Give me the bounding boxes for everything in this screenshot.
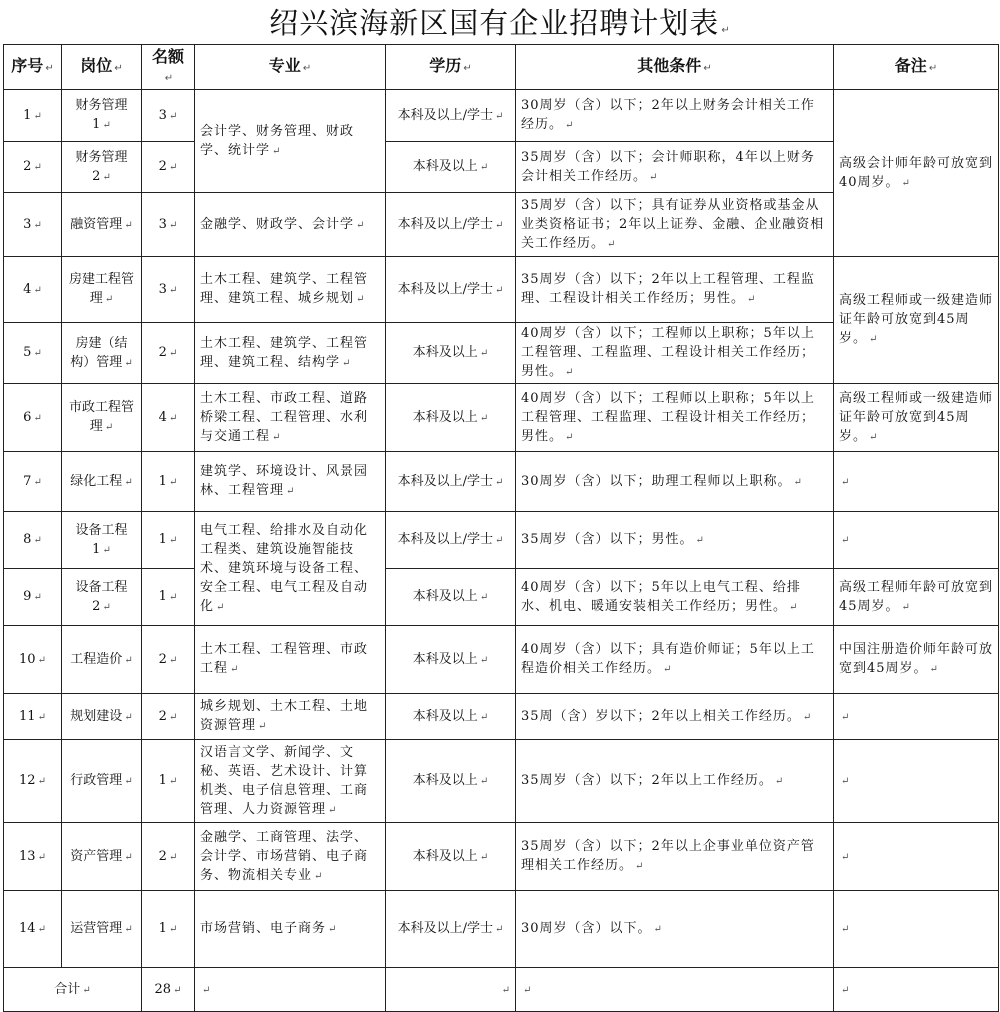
cell-index: 13 ↵ [4,823,62,891]
table-row [4,90,999,142]
total-education: ↵ [386,968,516,1012]
cell-conditions: 35周（含）岁以下；2年以上相关工作经历。 ↵ [516,694,834,740]
cell-conditions: 35周岁（含）以下；男性。 ↵ [516,512,834,569]
cell-education: 本科及以上/学士 ↵ [386,512,516,569]
header-education: 学历 ↵ [386,45,516,90]
cell-conditions: 40周岁（含）以下；具有造价师证；5年以上工程造价相关工作经历。 ↵ [516,626,834,694]
cell-conditions: 30周岁（含）以下。 ↵ [516,891,834,968]
cell-index: 6 ↵ [4,384,62,452]
cell-remarks: ↵ [834,452,999,512]
cell-index: 5 ↵ [4,323,62,384]
recruitment-table [3,44,999,1012]
cell-index: 10 ↵ [4,626,62,694]
cell-index: 7 ↵ [4,452,62,512]
cell-position: 房建（结构）管理 ↵ [62,323,142,384]
cell-education: 本科及以上/学士 ↵ [386,452,516,512]
cell-major: 土木工程、建筑学、工程管理、建筑工程、城乡规划 ↵ [195,257,386,323]
page-title: 绍兴滨海新区国有企业招聘计划表 ↵ [269,6,731,40]
cell-conditions: 40周岁（含）以下；工程师以上职称；5年以上工程管理、工程监理、工程设计相关工作经历；男性。 ↵ [516,384,834,452]
cell-major: 土木工程、工程管理、市政工程 ↵ [195,626,386,694]
cell-major: 会计学、财务管理、财政学、统计学 ↵ [195,90,386,193]
cell-major: 土木工程、市政工程、道路桥梁工程、工程管理、水利与交通工程 ↵ [195,384,386,452]
cell-position: 运营管理 ↵ [62,891,142,968]
cell-major: 城乡规划、土木工程、土地资源管理 ↵ [195,694,386,740]
cell-quota: 1 ↵ [142,740,195,823]
cell-major: 电气工程、给排水及自动化工程类、建筑设施智能技术、建筑环境与设备工程、安全工程、电气工程及自动化 ↵ [195,512,386,626]
cell-remarks: 高级工程师或一级建造师证年龄可放宽到45周岁。 ↵ [834,384,999,452]
cell-quota: 4 ↵ [142,384,195,452]
cell-conditions: 40周岁（含）以下；工程师以上职称；5年以上工程管理、工程监理、工程设计相关工作经历；男性。 ↵ [516,323,834,384]
cell-quota: 2 ↵ [142,823,195,891]
table-row [4,569,999,626]
cell-index: 2 ↵ [4,142,62,193]
cell-index: 4 ↵ [4,257,62,323]
cell-remarks: ↵ [834,694,999,740]
cell-conditions: 35周岁（含）以下；会计师职称，4年以上财务会计相关工作经历。 ↵ [516,142,834,193]
table-row [4,823,999,891]
table-row [4,452,999,512]
cell-conditions: 35周岁（含）以下；2年以上工程管理、工程监理、工程设计相关工作经历；男性。 ↵ [516,257,834,323]
cell-remarks: 高级工程师年龄可放宽到45周岁。 ↵ [834,569,999,626]
cell-position: 融资管理 ↵ [62,193,142,257]
cell-position: 工程造价 ↵ [62,626,142,694]
cell-education: 本科及以上/学士 ↵ [386,257,516,323]
cell-position: 规划建设 ↵ [62,694,142,740]
table-row [4,740,999,823]
header-conditions: 其他条件 ↵ [516,45,834,90]
cell-position: 财务管理1 ↵ [62,90,142,142]
cell-conditions: 40周岁（含）以下；5年以上电气工程、给排水、机电、暖通安装相关工作经历；男性。 ↵ [516,569,834,626]
cell-education: 本科及以上 ↵ [386,323,516,384]
cell-conditions: 35周岁（含）以下；2年以上工作经历。 ↵ [516,740,834,823]
cell-education: 本科及以上 ↵ [386,626,516,694]
cell-education: 本科及以上 ↵ [386,384,516,452]
cell-remarks: ↵ [834,891,999,968]
cell-quota: 2 ↵ [142,142,195,193]
cell-major: 市场营销、电子商务 ↵ [195,891,386,968]
cell-remarks: 中国注册造价师年龄可放宽到45周岁。 ↵ [834,626,999,694]
cell-position: 设备工程1 ↵ [62,512,142,569]
cell-major: 金融学、财政学、会计学 ↵ [195,193,386,257]
cell-remarks: ↵ [834,823,999,891]
header-remarks: 备注 ↵ [834,45,999,90]
cell-quota: 1 ↵ [142,452,195,512]
total-major: ↵ [195,968,386,1012]
table-row [4,626,999,694]
cell-quota: 2 ↵ [142,626,195,694]
cell-index: 9 ↵ [4,569,62,626]
cell-remarks: 高级会计师年龄可放宽到40周岁。 ↵ [834,90,999,257]
cell-index: 14 ↵ [4,891,62,968]
cell-position: 房建工程管理 ↵ [62,257,142,323]
cell-quota: 3 ↵ [142,257,195,323]
cell-remarks: ↵ [834,512,999,569]
cell-education: 本科及以上 ↵ [386,569,516,626]
cell-major: 金融学、工商管理、法学、会计学、市场营销、电子商务、物流相关专业 ↵ [195,823,386,891]
table-row [4,694,999,740]
cell-major: 建筑学、环境设计、风景园林、工程管理 ↵ [195,452,386,512]
cell-conditions: 30周岁（含）以下；2年以上财务会计相关工作经历。 ↵ [516,90,834,142]
header-quota: 名额↵ [142,45,195,90]
cell-education: 本科及以上 ↵ [386,142,516,193]
header-index: 序号 ↵ [4,45,62,90]
cell-index: 3 ↵ [4,193,62,257]
cell-major: 土木工程、建筑学、工程管理、建筑工程、结构学 ↵ [195,323,386,384]
table-row [4,257,999,323]
cell-education: 本科及以上 ↵ [386,694,516,740]
cell-education: 本科及以上/学士 ↵ [386,891,516,968]
cell-remarks: ↵ [834,740,999,823]
total-row [4,968,999,1012]
cell-quota: 2 ↵ [142,694,195,740]
cell-position: 市政工程管理 ↵ [62,384,142,452]
cell-position: 绿化工程 ↵ [62,452,142,512]
cell-quota: 3 ↵ [142,193,195,257]
cell-position: 资产管理 ↵ [62,823,142,891]
table-row [4,891,999,968]
total-label: 合计 ↵ [4,968,142,1012]
cell-position: 行政管理 ↵ [62,740,142,823]
cell-index: 11 ↵ [4,694,62,740]
cell-index: 8 ↵ [4,512,62,569]
cell-education: 本科及以上 ↵ [386,740,516,823]
cell-index: 12 ↵ [4,740,62,823]
cell-position: 设备工程2 ↵ [62,569,142,626]
header-major: 专业 ↵ [195,45,386,90]
table-header-row [4,45,999,90]
cell-conditions: 35周岁（含）以下；2年以上企事业单位资产管理相关工作经历。 ↵ [516,823,834,891]
cell-conditions: 30周岁（含）以下；助理工程师以上职称。 ↵ [516,452,834,512]
cell-remarks: 高级工程师或一级建造师证年龄可放宽到45周岁。 ↵ [834,257,999,384]
table-row [4,384,999,452]
cell-education: 本科及以上/学士 ↵ [386,90,516,142]
header-position: 岗位 ↵ [62,45,142,90]
cell-conditions: 35周岁（含）以下；具有证券从业资格或基金从业类资格证书；2年以上证券、金融、企业融资相关工作经历。 ↵ [516,193,834,257]
total-conditions: ↵ [516,968,834,1012]
total-remarks: ↵ [834,968,999,1012]
cell-education: 本科及以上 ↵ [386,823,516,891]
cell-quota: 3 ↵ [142,90,195,142]
cell-quota: 1 ↵ [142,512,195,569]
cell-quota: 1 ↵ [142,569,195,626]
cell-quota: 1 ↵ [142,891,195,968]
cell-major: 汉语言文学、新闻学、文秘、英语、艺术设计、计算机类、电子信息管理、工商管理、人力资源管理 ↵ [195,740,386,823]
cell-position: 财务管理2 ↵ [62,142,142,193]
cell-education: 本科及以上/学士 ↵ [386,193,516,257]
table-row [4,512,999,569]
cell-index: 1 ↵ [4,90,62,142]
total-quota: 28 ↵ [142,968,195,1012]
cell-quota: 2 ↵ [142,323,195,384]
